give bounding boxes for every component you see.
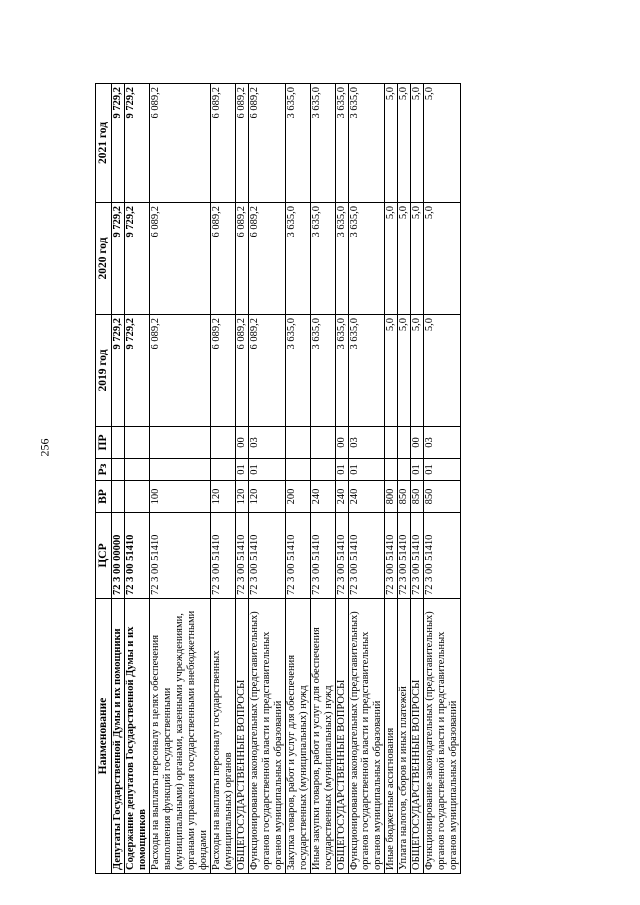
cell-name: Иные закупки товаров, работ и услуг для обеспечения государственных (муниципальных) нужд <box>310 599 335 874</box>
cell-vr: 120 <box>235 481 248 513</box>
header-pr: ПР <box>96 427 112 459</box>
cell-pr: 03 <box>424 427 461 459</box>
cell-name: Депутаты Государственной Думы и их помощники <box>112 599 125 874</box>
cell-csr: 72 3 00 51410 <box>210 513 235 599</box>
cell-2019: 5,0 <box>424 315 461 427</box>
cell-2020: 3 635,0 <box>310 203 335 315</box>
cell-2020: 6 089,2 <box>235 203 248 315</box>
cell-vr <box>112 481 125 513</box>
cell-pr <box>398 427 411 459</box>
cell-vr: 200 <box>285 481 310 513</box>
cell-2019: 3 635,0 <box>335 315 348 427</box>
cell-rz <box>385 459 398 481</box>
cell-2019: 3 635,0 <box>285 315 310 427</box>
cell-name: Расходы на выплаты персоналу государственных (муниципальных) органов <box>210 599 235 874</box>
cell-pr: 00 <box>411 427 424 459</box>
cell-csr: 72 3 00 51410 <box>235 513 248 599</box>
cell-rz: 01 <box>235 459 248 481</box>
cell-pr <box>310 427 335 459</box>
cell-2021: 5,0 <box>398 84 411 203</box>
header-2020: 2020 год <box>96 203 112 315</box>
cell-pr: 03 <box>348 427 385 459</box>
cell-pr <box>285 427 310 459</box>
cell-rz: 01 <box>335 459 348 481</box>
table-row <box>310 84 335 874</box>
cell-2021: 3 635,0 <box>285 84 310 203</box>
header-rz: Рз <box>96 459 112 481</box>
budget-table <box>95 83 461 874</box>
cell-2020: 5,0 <box>398 203 411 315</box>
cell-csr: 72 3 00 51410 <box>335 513 348 599</box>
cell-csr: 72 3 00 51410 <box>385 513 398 599</box>
cell-vr: 800 <box>385 481 398 513</box>
cell-vr: 850 <box>424 481 461 513</box>
header-name: Наименование <box>96 599 112 874</box>
cell-name: ОБЩЕГОСУДАРСТВЕННЫЕ ВОПРОСЫ <box>411 599 424 874</box>
cell-2019: 6 089,2 <box>235 315 248 427</box>
header-vr: ВР <box>96 481 112 513</box>
cell-vr: 240 <box>310 481 335 513</box>
cell-rz <box>310 459 335 481</box>
cell-2021: 6 089,2 <box>248 84 285 203</box>
cell-rz <box>112 459 125 481</box>
cell-vr: 240 <box>335 481 348 513</box>
cell-vr <box>125 481 150 513</box>
table-row <box>335 84 348 874</box>
cell-2020: 5,0 <box>385 203 398 315</box>
table-row <box>411 84 424 874</box>
cell-name: Функционирование законодательных (представительных) органов государственной власти и представительных органов муниципальных образований <box>248 599 285 874</box>
table-row <box>285 84 310 874</box>
cell-name: ОБЩЕГОСУДАРСТВЕННЫЕ ВОПРОСЫ <box>335 599 348 874</box>
cell-2019: 5,0 <box>398 315 411 427</box>
cell-csr: 72 3 00 51410 <box>248 513 285 599</box>
table-row <box>348 84 385 874</box>
cell-csr: 72 3 00 51410 <box>310 513 335 599</box>
cell-rz: 01 <box>411 459 424 481</box>
cell-2021: 5,0 <box>385 84 398 203</box>
cell-rz <box>150 459 211 481</box>
cell-csr: 72 3 00 51410 <box>411 513 424 599</box>
cell-csr: 72 3 00 51410 <box>348 513 385 599</box>
cell-2019: 9 729,2 <box>112 315 125 427</box>
cell-2020: 9 729,2 <box>112 203 125 315</box>
cell-rz <box>210 459 235 481</box>
cell-vr: 850 <box>411 481 424 513</box>
cell-vr: 120 <box>248 481 285 513</box>
cell-rz: 01 <box>424 459 461 481</box>
cell-name: Функционирование законодательных (представительных) органов государственной власти и представительных органов муниципальных образований <box>348 599 385 874</box>
cell-pr: 03 <box>248 427 285 459</box>
cell-2020: 5,0 <box>424 203 461 315</box>
cell-rz <box>398 459 411 481</box>
cell-2019: 5,0 <box>385 315 398 427</box>
cell-rz: 01 <box>248 459 285 481</box>
header-csr: ЦСР <box>96 513 112 599</box>
cell-csr: 72 3 00 51410 <box>285 513 310 599</box>
cell-2021: 3 635,0 <box>348 84 385 203</box>
cell-vr: 100 <box>150 481 211 513</box>
cell-vr: 850 <box>398 481 411 513</box>
cell-pr <box>210 427 235 459</box>
cell-pr: 00 <box>235 427 248 459</box>
table-row <box>385 84 398 874</box>
table-row <box>150 84 211 874</box>
header-2019: 2019 год <box>96 315 112 427</box>
cell-pr <box>112 427 125 459</box>
cell-csr: 72 3 00 51410 <box>424 513 461 599</box>
cell-2021: 5,0 <box>424 84 461 203</box>
cell-pr <box>150 427 211 459</box>
table-row <box>424 84 461 874</box>
cell-2021: 9 729,2 <box>112 84 125 203</box>
table-row <box>248 84 285 874</box>
cell-2021: 6 089,2 <box>210 84 235 203</box>
cell-2020: 6 089,2 <box>248 203 285 315</box>
cell-csr: 72 3 00 51410 <box>150 513 211 599</box>
cell-2019: 5,0 <box>411 315 424 427</box>
cell-name: Иные бюджетные ассигнования <box>385 599 398 874</box>
cell-2019: 6 089,2 <box>248 315 285 427</box>
cell-csr: 72 3 00 51410 <box>125 513 150 599</box>
cell-2020: 6 089,2 <box>150 203 211 315</box>
cell-name: Уплата налогов, сборов и иных платежей <box>398 599 411 874</box>
cell-pr <box>125 427 150 459</box>
cell-name: Расходы на выплаты персоналу в целях обеспечения выполнения функций государственными (муниципальными) органами, казенными учреждениями, органами управления государственными внебюджетными фондами <box>150 599 211 874</box>
cell-2021: 9 729,2 <box>125 84 150 203</box>
table-header-row <box>96 84 112 874</box>
header-2021: 2021 год <box>96 84 112 203</box>
cell-2019: 6 089,2 <box>150 315 211 427</box>
cell-2021: 3 635,0 <box>310 84 335 203</box>
cell-pr <box>385 427 398 459</box>
cell-2021: 6 089,2 <box>150 84 211 203</box>
cell-2019: 6 089,2 <box>210 315 235 427</box>
cell-2020: 9 729,2 <box>125 203 150 315</box>
cell-name: ОБЩЕГОСУДАРСТВЕННЫЕ ВОПРОСЫ <box>235 599 248 874</box>
cell-2020: 6 089,2 <box>210 203 235 315</box>
cell-2019: 9 729,2 <box>125 315 150 427</box>
cell-csr: 72 3 00 00000 <box>112 513 125 599</box>
cell-2020: 3 635,0 <box>285 203 310 315</box>
table-row <box>210 84 235 874</box>
cell-2019: 3 635,0 <box>348 315 385 427</box>
cell-2021: 3 635,0 <box>335 84 348 203</box>
cell-name: Содержание депутатов Государственной Думы и их помощников <box>125 599 150 874</box>
cell-2020: 5,0 <box>411 203 424 315</box>
cell-2021: 6 089,2 <box>235 84 248 203</box>
cell-pr: 00 <box>335 427 348 459</box>
cell-vr: 240 <box>348 481 385 513</box>
cell-2020: 3 635,0 <box>335 203 348 315</box>
cell-rz <box>125 459 150 481</box>
table-row <box>235 84 248 874</box>
cell-2019: 3 635,0 <box>310 315 335 427</box>
page-number: 256 <box>37 438 52 457</box>
table-row <box>125 84 150 874</box>
cell-name: Функционирование законодательных (представительных) органов государственной власти и представительных органов муниципальных образований <box>424 599 461 874</box>
cell-name: Закупка товаров, работ и услуг для обеспечения государственных (муниципальных) нужд <box>285 599 310 874</box>
cell-2020: 3 635,0 <box>348 203 385 315</box>
cell-2021: 5,0 <box>411 84 424 203</box>
cell-vr: 120 <box>210 481 235 513</box>
table-row <box>112 84 125 874</box>
table-row <box>398 84 411 874</box>
cell-rz <box>285 459 310 481</box>
cell-rz: 01 <box>348 459 385 481</box>
rotated-page-content <box>95 84 625 874</box>
cell-csr: 72 3 00 51410 <box>398 513 411 599</box>
